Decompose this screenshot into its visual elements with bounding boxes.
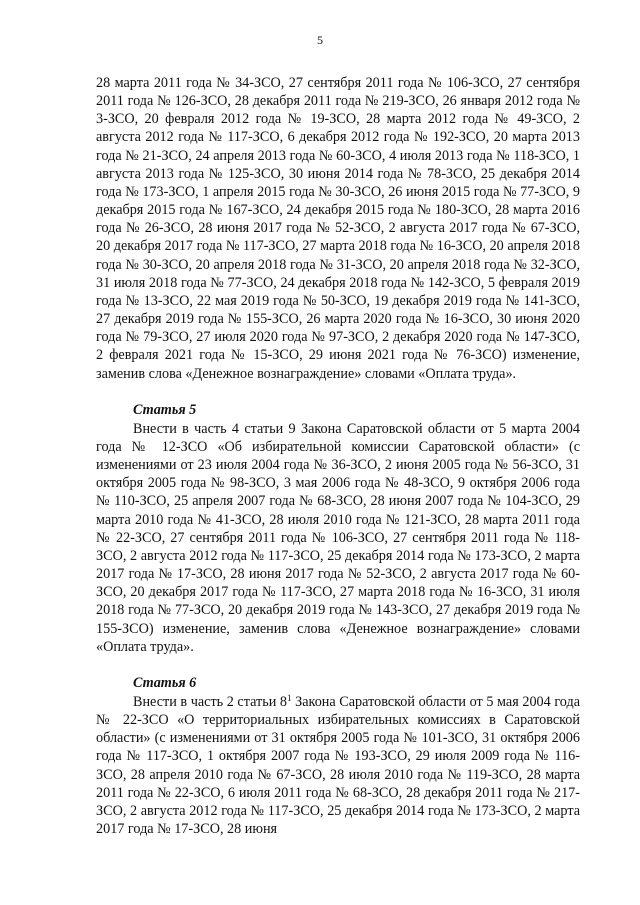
article-6-text-start: Внести в часть 2 статьи 8 <box>133 694 288 710</box>
intro-paragraph: 28 марта 2011 года № 34-ЗСО, 27 сентября 2011 года № 106-ЗСО, 27 сентября 2011 года № 126-ЗСО, 28 декабря 2011 года № 219-ЗСО, 26 января 2012 года № 3-ЗСО, 20 февраля 2012 года № 19-ЗСО, 28 марта 2012 года № 49-ЗСО, 2 августа 2012 года № 117-ЗСО, 6 декабря 2012 года № 192-ЗСО, 20 марта 2013 года № 21-ЗСО, 24 апреля 2013 года № 60-ЗСО, 4 июля 2013 года № 118-ЗСО, 1 августа 2013 года № 125-ЗСО, 30 июня 2014 года № 78-ЗСО, 25 декабря 2014 года № 173-ЗСО, 1 апреля 2015 года № 30-ЗСО, 26 июня 2015 года № 77-ЗСО, 9 декабря 2015 года № 167-ЗСО, 24 декабря 2015 года № 180-ЗСО, 28 марта 2016 года № 26-ЗСО, 28 июня 2017 года № 52-ЗСО, 2 августа 2017 года № 67-ЗСО, 20 декабря 2017 года № 117-ЗСО, 27 марта 2018 года № 16-ЗСО, 20 апреля 2018 года № 30-ЗСО, 20 апреля 2018 года № 31-ЗСО, 20 апреля 2018 года № 32-ЗСО, 31 июля 2018 года № 77-ЗСО, 24 декабря 2018 года № 142-ЗСО, 5 февраля 2019 года № 13-ЗСО, 22 мая 2019 года № 50-ЗСО, 19 декабря 2019 года № 141-ЗСО, 27 декабря 2019 года № 155-ЗСО, 26 марта 2020 года № 16-ЗСО, 30 июня 2020 года № 79-ЗСО, 27 июля 2020 года № 97-ЗСО, 2 декабря 2020 года № 147-ЗСО, 2 февраля 2021 года № 15-ЗСО, 29 июня 2021 года № 76-ЗСО) изменение, заменив слова «Денежное вознаграждение» словами «Оплата труда». <box>96 75 580 382</box>
page-number: 5 <box>317 33 323 47</box>
article-5-title: Статья 5 <box>133 401 197 418</box>
article-5-text: Внести в часть 4 статьи 9 Закона Саратовской области от 5 марта 2004 года № 12-ЗСО «Об избирательной комиссии Саратовской области» (с изменениями от 23 июля 2004 года № 36-ЗСО, 2 июня 2005 года № 56-ЗСО, 31 октября 2005 года № 98-ЗСО, 3 мая 2006 года № 48-ЗСО, 9 октября 2006 года № 110-ЗСО, 25 апреля 2007 года № 68-ЗСО, 28 июня 2007 года № 104-ЗСО, 29 марта 2010 года № 41-ЗСО, 28 июля 2010 года № 121-ЗСО, 28 марта 2011 года № 22-ЗСО, 27 сентября 2011 года № 106-ЗСО, 27 сентября 2011 года № 118-ЗСО, 2 августа 2012 года № 117-ЗСО, 25 декабря 2014 года № 173-ЗСО, 2 марта 2017 года № 17-ЗСО, 28 июня 2017 года № 52-ЗСО, 2 августа 2017 года № 60-ЗСО, 20 декабря 2017 года № 117-ЗСО, 27 марта 2018 года № 16-ЗСО, 31 июля 2018 года № 77-ЗСО, 20 декабря 2019 года № 143-ЗСО, 27 декабря 2019 года № 155-ЗСО) изменение, заменив слова «Денежное вознаграждение» словами «Оплата труда». <box>96 420 580 655</box>
document-body <box>96 74 580 838</box>
article-6-title: Статья 6 <box>133 674 197 691</box>
article-6-text-rest: Закона Саратовской области от 5 мая 2004 года № 22-ЗСО «О территориальных избирательных комиссиях в Саратовской области» (с изменениями от 31 октября 2005 года № 101-ЗСО, 31 октября 2006 года № 117-ЗСО, 1 октября 2007 года № 193-ЗСО, 29 июля 2009 года № 116-ЗСО, 28 апреля 2010 года № 67-ЗСО, 28 июля 2010 года № 119-ЗСО, 28 марта 2011 года № 22-ЗСО, 6 июля 2011 года № 68-ЗСО, 28 декабря 2011 года № 217-ЗСО, 2 августа 2012 года № 117-ЗСО, 25 декабря 2014 года № 173-ЗСО, 2 марта 2017 года № 17-ЗСО, 28 июня <box>96 694 581 838</box>
article-6-text <box>96 693 580 838</box>
article-number-superscript: 1 <box>287 693 292 703</box>
